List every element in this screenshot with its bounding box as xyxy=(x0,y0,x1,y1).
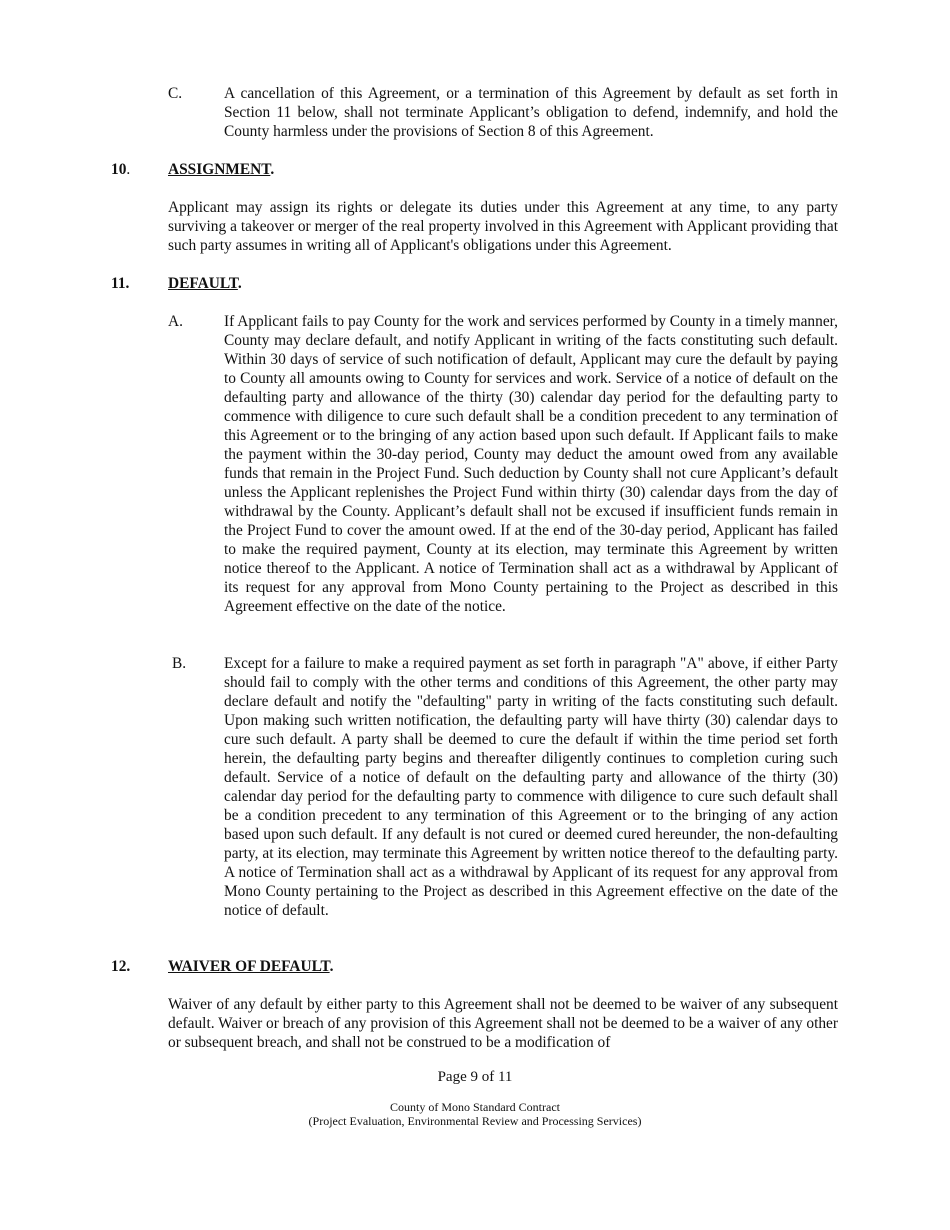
section-11-title-suffix: . xyxy=(237,275,242,292)
section-11-title: DEFAULT xyxy=(168,275,238,292)
section-10-body: Applicant may assign its rights or delegate its duties under this Agreement at any time, to any party surviving a takeover or merger of the real property involved in this Agreement with Applicant providing that such party assumes in writing all of Applicant's obligations under this Agreement. xyxy=(168,199,838,254)
section-12-title: WAIVER OF DEFAULT xyxy=(168,958,330,975)
item-text: If Applicant fails to pay County for the work and services performed by County in a timely manner, County may declare default, and notify Applicant in writing of the facts constituting such default. Within 30 days of service of such notification of default, Applicant may cure the default by paying to County all amounts owing to County for services and work. Service of a notice of default on the defaulting party and allowance of the thirty (30) calendar day period for the defaulting party to commence with diligence to cure such default shall be a condition precedent to any termination of this Agreement or to the bringing of any action based upon such default. If Applicant fails to make the payment within the 30-day period, County may deduct the amount owed from any available funds that remain in the Project Fund. Such deduction by County shall not cure Applicant’s default unless the Applicant replenishes the Project Fund within thirty (30) calendar days from the day of withdrawal by the County. Applicant’s default shall not be excused if insufficient funds remain in the Project Fund to cover the amount owed. If at the end of the 30-day period, Applicant has failed to make the required payment, County at its election, may terminate this Agreement by written notice thereof to the Applicant. A notice of Termination shall act as a withdrawal by Applicant of its request for any approval from Mono County pertaining to the Project as described in this Agreement effective on the date of the notice. xyxy=(224,313,839,615)
footer-contract-subtitle: (Project Evaluation, Environmental Review and Processing Services) xyxy=(308,1114,642,1128)
section-12-title-suffix: . xyxy=(329,958,334,975)
section-10-number-suffix: . xyxy=(126,161,131,178)
item-letter: B. xyxy=(172,655,187,672)
item-text: A cancellation of this Agreement, or a termination of this Agreement by default as set forth in Section 11 below, shall not terminate Applicant’s obligation to defend, indemnify, and hold the County harmless under the provisions of Section 8 of this Agreement. xyxy=(224,85,838,140)
section-12-number: 12. xyxy=(111,958,131,975)
item-letter: A. xyxy=(168,313,183,330)
section-12-body: Waiver of any default by either party to this Agreement shall not be deemed to be waiver of any subsequent default. Waiver or breach of any provision of this Agreement shall not be deemed to be a waiver of any other or subsequent breach, and shall not be construed to be a modification of xyxy=(168,996,838,1051)
item-text: Except for a failure to make a required payment as set forth in paragraph "A" above, if either Party should fail to comply with the other terms and conditions of this Agreement, the other party may declare default and notify the "defaulting" party in writing of the facts constituting such default. Upon making such written notification, the defaulting party will have thirty (30) calendar days to cure such default. A party shall be deemed to cure the default if within the time period set forth herein, the defaulting party begins and thereafter diligently continues to completion curing such default. Service of a notice of default on the defaulting party and allowance of the thirty (30) calendar day period for the defaulting party to commence with diligence to cure such default shall be a condition precedent to any termination of this Agreement or to the bringing of any action based upon such default. If any default is not cured or deemed cured hereunder, the non-defaulting party, at its election, may terminate this Agreement by written notice thereof to the defaulting party. A notice of Termination shall act as a withdrawal by Applicant of its request for any approval from Mono County pertaining to the Project as described in this Agreement effective on the date of the notice of default. xyxy=(224,655,838,919)
item-letter: C. xyxy=(168,85,183,102)
section-11-number: 11. xyxy=(111,275,130,292)
section-10-number-value: 10 xyxy=(111,161,127,178)
section-10-number xyxy=(111,160,130,179)
section-10-heading xyxy=(168,160,274,179)
section-11-heading xyxy=(168,274,242,293)
footer-contract-title: County of Mono Standard Contract xyxy=(390,1100,560,1114)
section-12-heading xyxy=(168,957,333,976)
section-10-title-suffix: . xyxy=(270,161,275,178)
section-10-title: ASSIGNMENT xyxy=(168,161,271,178)
page-number: Page 9 of 11 xyxy=(437,1069,513,1085)
